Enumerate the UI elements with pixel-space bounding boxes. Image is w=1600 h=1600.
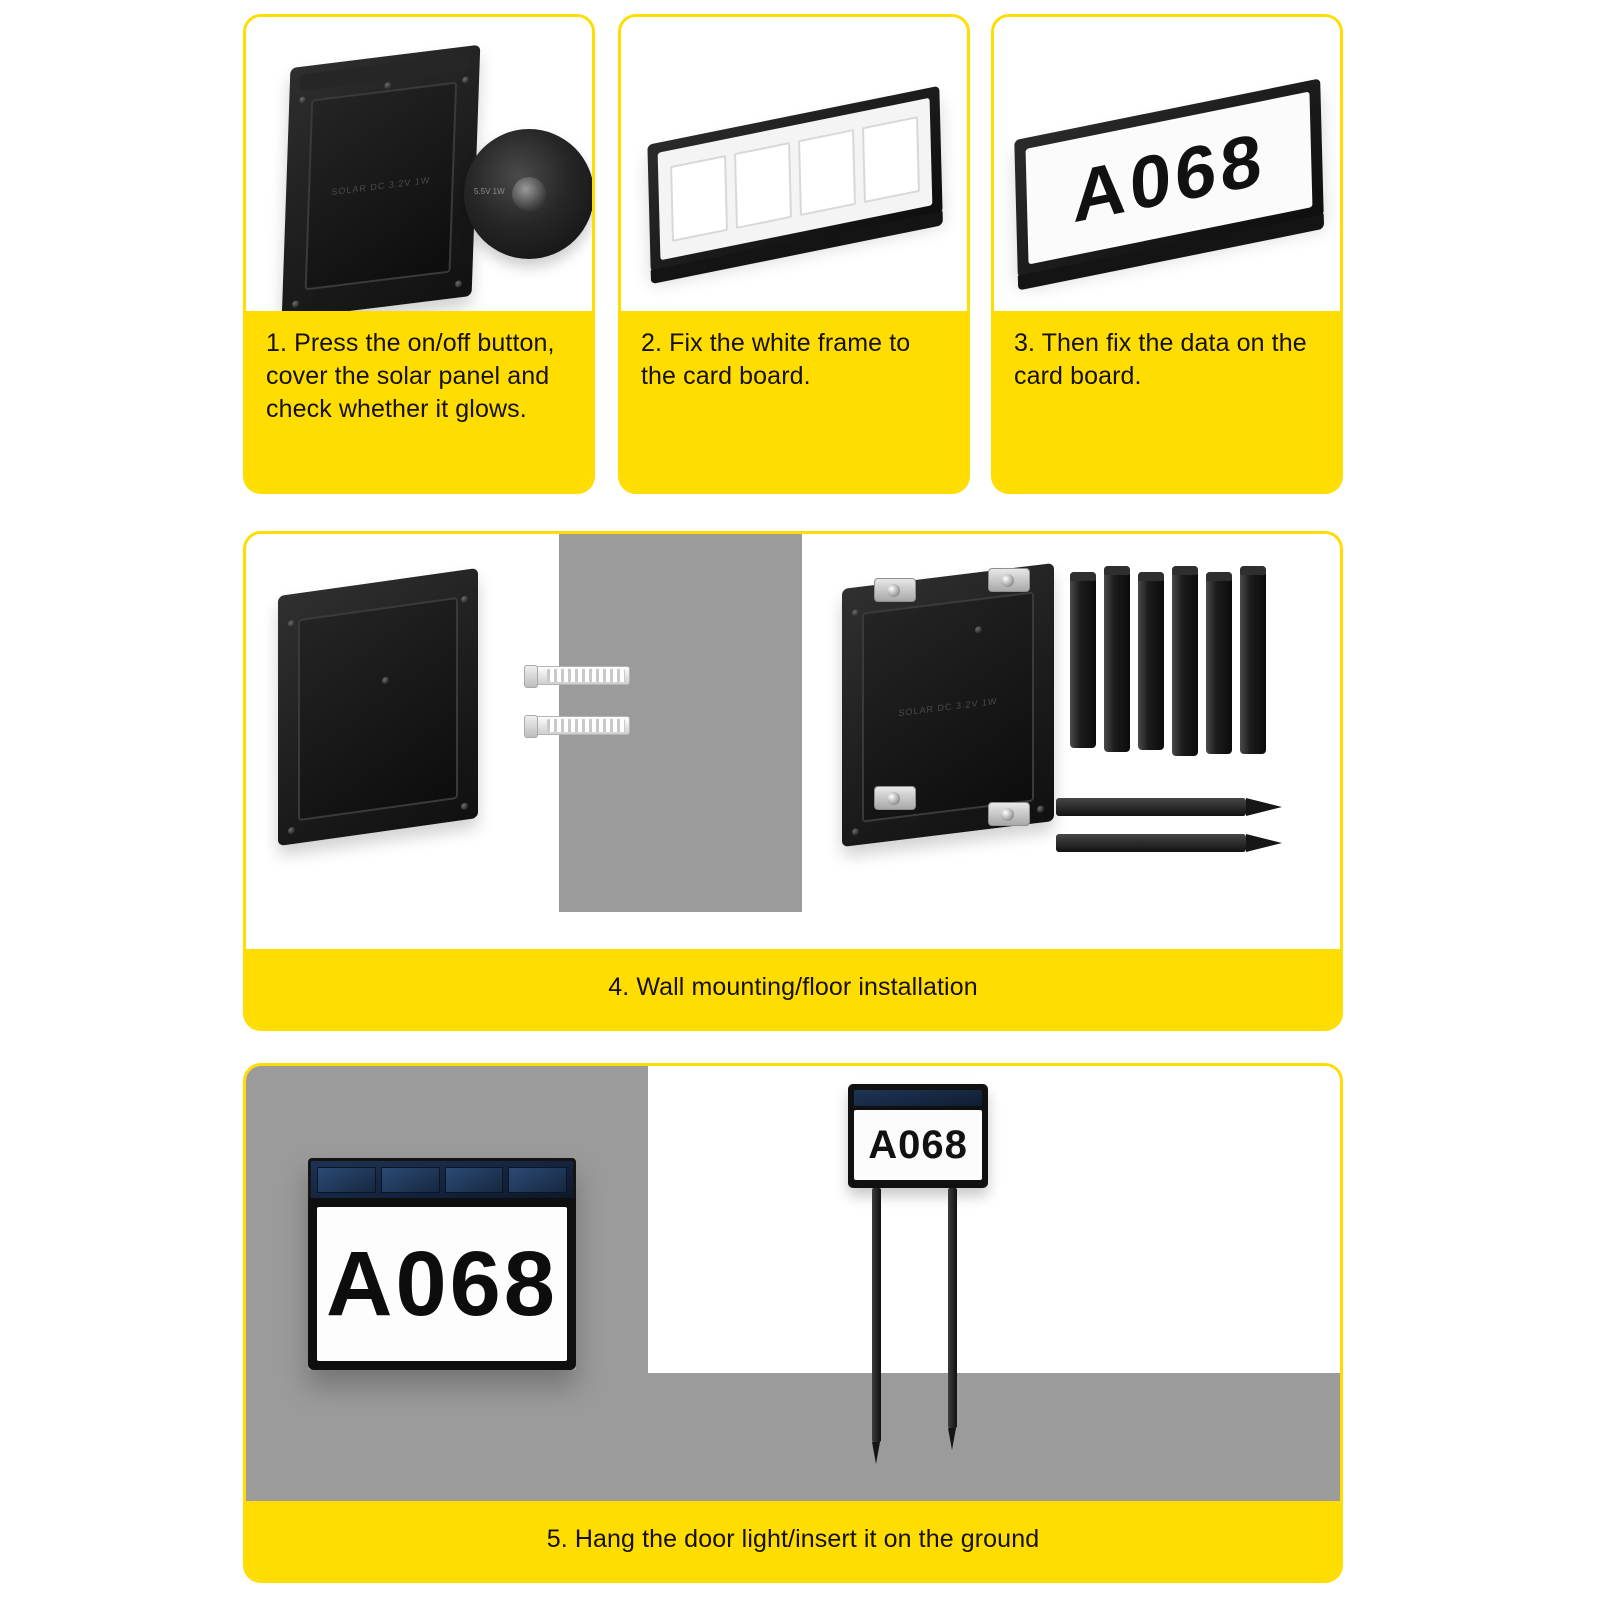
stake-sign-head xyxy=(848,1084,988,1188)
spike-shaft xyxy=(1056,834,1246,852)
wall-mounted-sign xyxy=(308,1158,576,1370)
number-plate xyxy=(1014,78,1324,277)
solar-cell xyxy=(508,1167,567,1193)
screw-icon xyxy=(852,609,859,617)
housing-spec-label: SOLAR DC 3.2V 1W xyxy=(898,695,998,719)
step-card-5 xyxy=(243,1063,1343,1583)
solar-housing-front xyxy=(282,45,481,311)
frame-window xyxy=(734,142,792,229)
step-card-3 xyxy=(991,14,1343,494)
solar-panel-disc xyxy=(464,129,592,259)
screw-icon xyxy=(852,828,859,836)
white-frame-plate xyxy=(647,86,942,272)
wall-sign-number: A068 xyxy=(326,1233,558,1335)
solar-cell xyxy=(381,1167,440,1193)
solar-housing-left xyxy=(278,568,478,846)
extension-tube xyxy=(1104,566,1130,752)
wall-anchor-screw xyxy=(532,716,630,735)
screw-head-icon xyxy=(524,715,538,738)
mounting-bracket xyxy=(988,568,1030,592)
panel-glow xyxy=(317,1207,567,1361)
solar-cell xyxy=(445,1167,504,1193)
frame-window xyxy=(798,129,856,216)
step-card-2 xyxy=(618,14,970,494)
screw-icon xyxy=(288,620,295,628)
stake-sign-number: A068 xyxy=(868,1123,968,1167)
housing-recess xyxy=(298,597,458,821)
stake-leg xyxy=(872,1188,881,1442)
stake-leg xyxy=(948,1188,957,1428)
plate-face xyxy=(658,98,933,261)
step-1-caption: 1. Press the on/off button, cover the solar panel and check whether it glows. xyxy=(246,311,592,491)
screw-head-icon xyxy=(524,665,538,688)
illuminated-panel xyxy=(308,1198,576,1370)
spike-tip xyxy=(1246,834,1282,852)
solar-cell xyxy=(317,1167,376,1193)
screw-icon xyxy=(455,280,462,288)
step-1-illustration xyxy=(246,17,592,311)
extension-tube xyxy=(1138,572,1164,750)
solar-panel-top xyxy=(854,1090,982,1106)
solar-cells xyxy=(317,1167,567,1193)
stake-legs xyxy=(848,1188,988,1468)
extension-tube xyxy=(1070,572,1096,748)
housing-recess xyxy=(305,82,458,291)
step-2-illustration xyxy=(621,17,967,311)
frame-window xyxy=(862,116,920,203)
extension-tube xyxy=(1206,572,1232,754)
screw-icon xyxy=(288,827,295,835)
ground-surface xyxy=(648,1373,1340,1501)
stake-mounted-sign xyxy=(848,1084,988,1194)
step-3-illustration xyxy=(994,17,1340,311)
panel-glow xyxy=(854,1110,982,1180)
step-4-illustration xyxy=(246,534,1340,949)
screw-icon xyxy=(461,595,468,603)
extension-tube xyxy=(1172,566,1198,756)
step-card-1 xyxy=(243,14,595,494)
spike-tip xyxy=(1246,798,1282,816)
anchor-ribs xyxy=(547,669,625,682)
wall-anchor-screw xyxy=(532,666,630,685)
mounting-bracket xyxy=(988,802,1030,826)
ground-spike xyxy=(1056,832,1282,854)
anchor-ribs xyxy=(547,719,625,732)
step-5-illustration xyxy=(246,1066,1340,1501)
step-4-caption: 4. Wall mounting/floor installation xyxy=(246,949,1340,1028)
disc-spec-label: 5.5V 1W xyxy=(474,187,505,196)
frame-window xyxy=(670,155,728,242)
ground-spike xyxy=(1056,796,1282,818)
screw-icon xyxy=(461,802,468,810)
step-2-caption: 2. Fix the white frame to the card board. xyxy=(621,311,967,491)
mounting-bracket xyxy=(874,578,916,602)
screw-icon xyxy=(1037,805,1044,813)
housing-spec-label: SOLAR DC 3.2V 1W xyxy=(331,174,431,198)
solar-panel-top xyxy=(308,1158,576,1202)
spike-shaft xyxy=(1056,798,1246,816)
mounting-bracket xyxy=(874,786,916,810)
screw-icon xyxy=(299,96,306,104)
screw-icon xyxy=(292,300,299,308)
house-number-text: A068 xyxy=(1071,116,1267,239)
extension-tube xyxy=(1240,566,1266,754)
step-3-caption: 3. Then fix the data on the card board. xyxy=(994,311,1340,491)
screw-icon xyxy=(462,76,469,84)
on-off-button[interactable] xyxy=(384,82,391,90)
step-card-4 xyxy=(243,531,1343,1031)
step-5-caption: 5. Hang the door light/insert it on the ground xyxy=(246,1501,1340,1580)
